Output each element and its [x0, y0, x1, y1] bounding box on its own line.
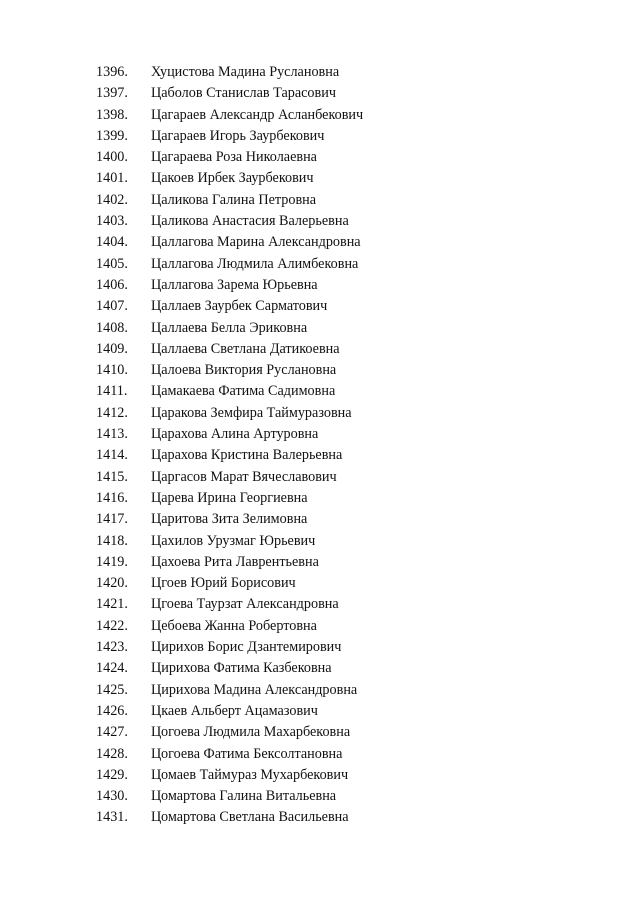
entry-name: Цомартова Светлана Васильевна — [151, 809, 349, 826]
list-item — [96, 190, 363, 211]
entry-name: Царахова Алина Артуровна — [151, 426, 319, 443]
entry-name: Цаллагова Людмила Алимбековна — [151, 255, 359, 272]
name-list — [96, 62, 363, 829]
list-item — [96, 126, 363, 147]
list-item — [96, 254, 363, 275]
entry-name: Цебоева Жанна Робертовна — [151, 617, 317, 634]
entry-number: 1408. — [96, 319, 128, 336]
entry-name: Цагараев Александр Асланбекович — [151, 106, 364, 123]
entry-number: 1423. — [96, 639, 128, 656]
entry-name: Цирихова Мадина Александровна — [151, 681, 358, 698]
entry-name: Цаллагова Зарема Юрьевна — [151, 276, 318, 293]
list-item — [96, 744, 363, 765]
list-item — [96, 105, 363, 126]
entry-number: 1428. — [96, 745, 128, 762]
list-item — [96, 445, 363, 466]
entry-number: 1409. — [96, 340, 128, 357]
entry-name: Цогоева Фатима Бексолтановна — [151, 745, 343, 762]
entry-name: Царахова Кристина Валерьевна — [151, 447, 343, 464]
list-item — [96, 616, 363, 637]
list-item — [96, 147, 363, 168]
entry-number: 1424. — [96, 660, 128, 677]
entry-number: 1429. — [96, 766, 128, 783]
entry-number: 1401. — [96, 170, 128, 187]
list-item — [96, 275, 363, 296]
list-item — [96, 573, 363, 594]
list-item — [96, 83, 363, 104]
list-item — [96, 658, 363, 679]
entry-name: Царгасов Марат Вячеславович — [151, 468, 337, 485]
entry-number: 1396. — [96, 64, 128, 80]
entry-name: Цогоева Людмила Махарбековна — [151, 724, 351, 741]
entry-name: Цахилов Урузмаг Юрьевич — [151, 532, 316, 549]
entry-name: Цомартова Галина Витальевна — [151, 788, 337, 805]
list-item — [96, 62, 363, 83]
entry-name: Цгоева Таурзат Александровна — [151, 596, 339, 613]
entry-number: 1404. — [96, 234, 128, 251]
list-item — [96, 211, 363, 232]
entry-name: Царева Ирина Георгиевна — [151, 489, 308, 506]
entry-number: 1405. — [96, 255, 128, 272]
list-item — [96, 360, 363, 381]
entry-number: 1398. — [96, 106, 128, 123]
entry-number: 1426. — [96, 702, 128, 719]
entry-number: 1402. — [96, 191, 128, 208]
entry-name: Цакоев Ирбек Заурбекович — [151, 170, 314, 187]
entry-number: 1414. — [96, 447, 128, 464]
entry-number: 1412. — [96, 404, 128, 421]
list-item — [96, 594, 363, 615]
entry-number: 1407. — [96, 298, 128, 315]
list-item — [96, 786, 363, 807]
entry-name: Цгоев Юрий Борисович — [151, 575, 296, 592]
entry-name: Цалоева Виктория Руслановна — [151, 362, 337, 379]
entry-number: 1417. — [96, 511, 128, 528]
entry-name: Цамакаева Фатима Садимовна — [151, 383, 336, 400]
entry-name: Царитова Зита Зелимовна — [151, 511, 308, 528]
entry-number: 1421. — [96, 596, 128, 613]
list-item — [96, 339, 363, 360]
list-item — [96, 552, 363, 573]
entry-name: Цагараева Роза Николаевна — [151, 149, 317, 166]
list-item — [96, 680, 363, 701]
entry-number: 1430. — [96, 788, 128, 805]
entry-number: 1420. — [96, 575, 128, 592]
entry-number: 1427. — [96, 724, 128, 741]
entry-number: 1422. — [96, 617, 128, 634]
entry-number: 1406. — [96, 276, 128, 293]
entry-name: Цкаев Альберт Ацамазович — [151, 702, 318, 719]
list-item — [96, 722, 363, 743]
entry-number: 1431. — [96, 809, 128, 826]
entry-number: 1416. — [96, 489, 128, 506]
entry-number: 1410. — [96, 362, 128, 379]
entry-name: Цахоева Рита Лаврентьевна — [151, 553, 319, 570]
entry-number: 1411. — [96, 383, 128, 400]
entry-name: Царакова Земфира Таймуразовна — [151, 404, 352, 421]
entry-name: Цаллаева Светлана Датикоевна — [151, 340, 340, 357]
list-item — [96, 168, 363, 189]
list-item — [96, 701, 363, 722]
list-item — [96, 403, 363, 424]
list-item — [96, 467, 363, 488]
list-item — [96, 765, 363, 786]
entry-name: Хуцистова Мадина Руслановна — [151, 64, 340, 80]
entry-number: 1399. — [96, 127, 128, 144]
entry-number: 1400. — [96, 149, 128, 166]
list-item — [96, 509, 363, 530]
list-item — [96, 424, 363, 445]
entry-name: Цаликова Галина Петровна — [151, 191, 317, 208]
list-item — [96, 531, 363, 552]
list-item — [96, 807, 363, 828]
entry-name: Цаболов Станислав Тарасович — [151, 85, 336, 102]
entry-name: Цаликова Анастасия Валерьевна — [151, 213, 349, 230]
entry-name: Цаллагова Марина Александровна — [151, 234, 361, 251]
entry-name: Цирихова Фатима Казбековна — [151, 660, 332, 677]
list-item — [96, 318, 363, 339]
entry-number: 1418. — [96, 532, 128, 549]
entry-number: 1419. — [96, 553, 128, 570]
entry-number: 1403. — [96, 213, 128, 230]
entry-name: Цаллаев Заурбек Сарматович — [151, 298, 328, 315]
entry-number: 1415. — [96, 468, 128, 485]
entry-name: Цаллаева Белла Эриковна — [151, 319, 308, 336]
list-item — [96, 637, 363, 658]
list-item — [96, 296, 363, 317]
entry-name: Цомаев Таймураз Мухарбекович — [151, 766, 349, 783]
entry-number: 1397. — [96, 85, 128, 102]
list-item — [96, 488, 363, 509]
list-item — [96, 232, 363, 253]
entry-name: Цирихов Борис Дзантемирович — [151, 639, 342, 656]
entry-number: 1425. — [96, 681, 128, 698]
list-item — [96, 381, 363, 402]
entry-name: Цагараев Игорь Заурбекович — [151, 127, 325, 144]
entry-number: 1413. — [96, 426, 128, 443]
